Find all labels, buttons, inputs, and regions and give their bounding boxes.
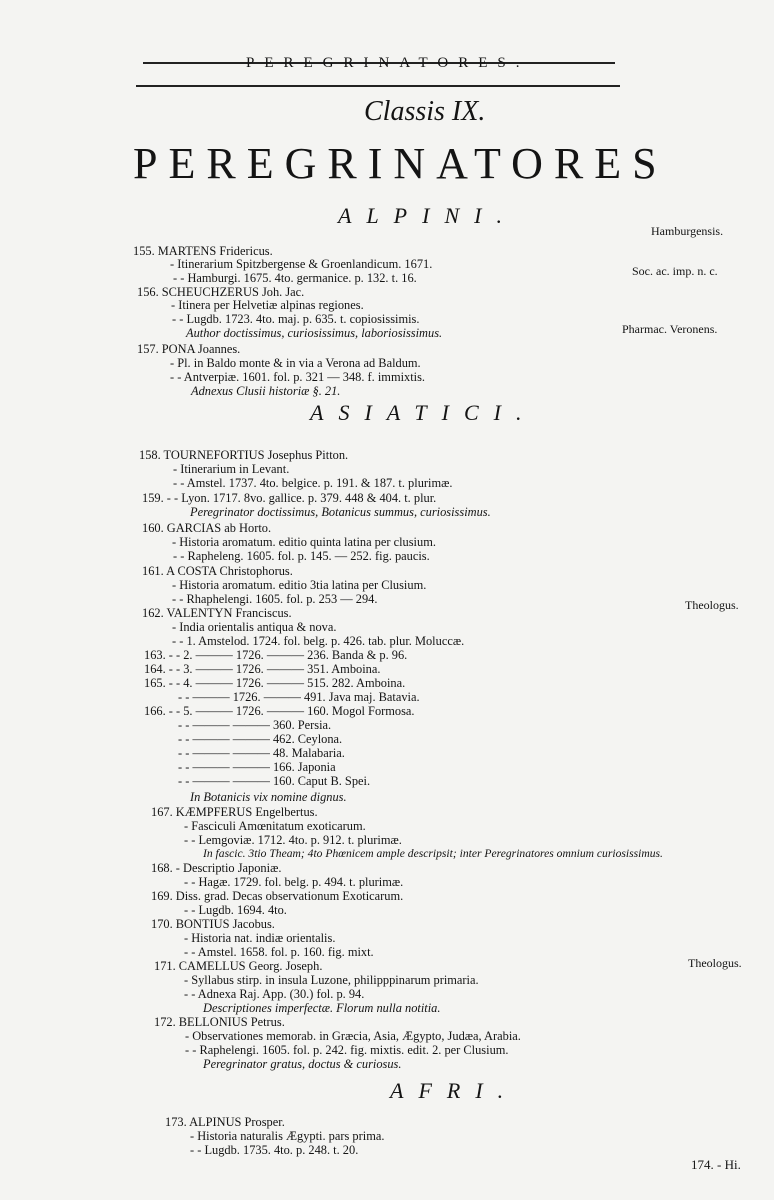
entry-line: 158. TOURNEFORTIUS Josephus Pitton.: [139, 448, 349, 462]
entry-line: - - Lugdb. 1735. 4to. p. 248. t. 20.: [190, 1143, 359, 1157]
entry-line: 160. GARCIAS ab Horto.: [142, 521, 272, 535]
entry-line: - - ——— ——— 166. Japonia: [178, 760, 336, 774]
entry-line: - Itinera per Helvetiæ alpinas regiones.: [171, 298, 364, 312]
entry-line: 159. - - Lyon. 1717. 8vo. gallice. p. 379. 448 & 404. t. plur.: [142, 491, 437, 505]
entry-line: 173. ALPINUS Prosper.: [165, 1115, 285, 1129]
entry-line: - - Lugdb. 1723. 4to. maj. p. 635. t. copiosissimis.: [172, 312, 420, 326]
margin-note: Pharmac. Veronens.: [622, 322, 718, 336]
entry-line: 167. KÆMPFERUS Engelbertus.: [151, 805, 318, 819]
entry-line: 157. PONA Joannes.: [137, 342, 241, 356]
margin-note: Hamburgensis.: [651, 224, 724, 238]
entry-line: - - Amstel. 1737. 4to. belgice. p. 191. & 187. t. plurimæ.: [173, 476, 453, 490]
entry-line: - - ——— ——— 360. Persia.: [178, 718, 332, 732]
section-heading-asiatici: ASIATICI.: [310, 400, 537, 425]
entry-line: 155. MARTENS Fridericus.: [133, 244, 273, 258]
entry-note: Author doctissimus, curiosissimus, laboriosissimus.: [186, 326, 443, 340]
entry-line: 163. - - 2. ——— 1726. ——— 236. Banda & p. 96.: [144, 648, 408, 662]
margin-note: Theologus.: [688, 956, 742, 970]
section-heading-afri: AFRI.: [390, 1078, 519, 1103]
margin-note: Theologus.: [685, 598, 739, 612]
entry-line: - Historia nat. indiæ orientalis.: [184, 931, 336, 945]
running-header: PEREGRINATORES.: [246, 55, 530, 71]
section-heading-alpini: ALPINI.: [338, 203, 517, 228]
entry-line: 172. BELLONIUS Petrus.: [154, 1015, 285, 1029]
entry-line: - Fasciculi Amœnitatum exoticarum.: [184, 819, 366, 833]
header-rule-bottom: [136, 85, 620, 87]
entry-line: - Historia aromatum. editio 3tia latina per Clusium.: [172, 578, 427, 592]
entry-line: - - Raphelengi. 1605. fol. p. 242. fig. mixtis. edit. 2. per Clusium.: [185, 1043, 509, 1057]
page-title: PEREGRINATORES: [133, 139, 668, 188]
entry-note: Descriptiones imperfectæ. Florum nulla notitia.: [203, 1001, 441, 1015]
entry-line: - - Rhaphelengi. 1605. fol. p. 253 — 294.: [172, 592, 378, 606]
entry-line: - Observationes memorab. in Græcia, Asia, Ægypto, Judæa, Arabia.: [185, 1029, 521, 1043]
entry-line: 165. - - 4. ——— 1726. ——— 515. 282. Amboina.: [144, 676, 406, 690]
entry-line: 170. BONTIUS Jacobus.: [151, 917, 275, 931]
entry-note: Peregrinator gratus, doctus & curiosus.: [203, 1057, 402, 1071]
entry-line: - - Lemgoviæ. 1712. 4to. p. 912. t. plurimæ.: [184, 833, 402, 847]
entry-line: 164. - - 3. ——— 1726. ——— 351. Amboina.: [144, 662, 381, 676]
entry-note: In Botanicis vix nomine dignus.: [190, 790, 347, 804]
entry-line: - - ——— ——— 462. Ceylona.: [178, 732, 343, 746]
entry-line: - - Amstel. 1658. fol. p. 160. fig. mixt.: [184, 945, 374, 959]
entry-line: - - ——— ——— 160. Caput B. Spei.: [178, 774, 371, 788]
entry-note: Peregrinator doctissimus, Botanicus summus, curiosissimus.: [190, 505, 491, 519]
entry-line: - - Rapheleng. 1605. fol. p. 145. — 252. fig. paucis.: [173, 549, 430, 563]
entry-line: - - Antverpiæ. 1601. fol. p. 321 — 348. f. immixtis.: [170, 370, 426, 384]
entry-line: - - Hamburgi. 1675. 4to. germanice. p. 132. t. 16.: [173, 271, 417, 285]
entry-line: - - Adnexa Raj. App. (30.) fol. p. 94.: [184, 987, 365, 1001]
entry-line: - Itinerarium Spitzbergense & Groenlandicum. 1671.: [170, 257, 433, 271]
entry-line: - - Lugdb. 1694. 4to.: [184, 903, 287, 917]
entry-line: 168. - Descriptio Japoniæ.: [151, 861, 282, 875]
entry-line: - - Hagæ. 1729. fol. belg. p. 494. t. plurimæ.: [184, 875, 404, 889]
entry-line: - - 1. Amstelod. 1724. fol. belg. p. 426. tab. plur. Moluccæ.: [172, 634, 465, 648]
entry-line: 156. SCHEUCHZERUS Joh. Jac.: [137, 285, 305, 299]
entry-line: - Historia naturalis Ægypti. pars prima.: [190, 1129, 385, 1143]
entry-line: - - ——— ——— 48. Malabaria.: [178, 746, 345, 760]
entry-line: - India orientalis antiqua & nova.: [172, 620, 337, 634]
catchword: 174. - Hi.: [691, 1157, 741, 1172]
entry-line: 169. Diss. grad. Decas observationum Exoticarum.: [151, 889, 404, 903]
entry-note: In fascic. 3tio Theam; 4to Phœnicem ample descripsit; inter Peregrinatores omnium curiosissimus.: [203, 847, 663, 860]
entry-line: 161. A COSTA Christophorus.: [142, 564, 293, 578]
entry-line: - Pl. in Baldo monte & in via a Verona ad Baldum.: [170, 356, 421, 370]
entry-line: 171. CAMELLUS Georg. Joseph.: [154, 959, 323, 973]
entry-line: - Syllabus stirp. in insula Luzone, philipppinarum primaria.: [184, 973, 479, 987]
entry-line: 166. - - 5. ——— 1726. ——— 160. Mogol Formosa.: [144, 704, 415, 718]
entry-line: - Itinerarium in Levant.: [173, 462, 290, 476]
entry-line: 162. VALENTYN Franciscus.: [142, 606, 292, 620]
class-heading: Classis IX.: [364, 96, 486, 127]
entry-line: - Historia aromatum. editio quinta latina per clusium.: [172, 535, 436, 549]
margin-note: Soc. ac. imp. n. c.: [632, 264, 718, 278]
entry-line: - - ——— 1726. ——— 491. Java maj. Batavia.: [178, 690, 420, 704]
entry-note: Adnexus Clusii historiæ §. 21.: [191, 384, 341, 398]
